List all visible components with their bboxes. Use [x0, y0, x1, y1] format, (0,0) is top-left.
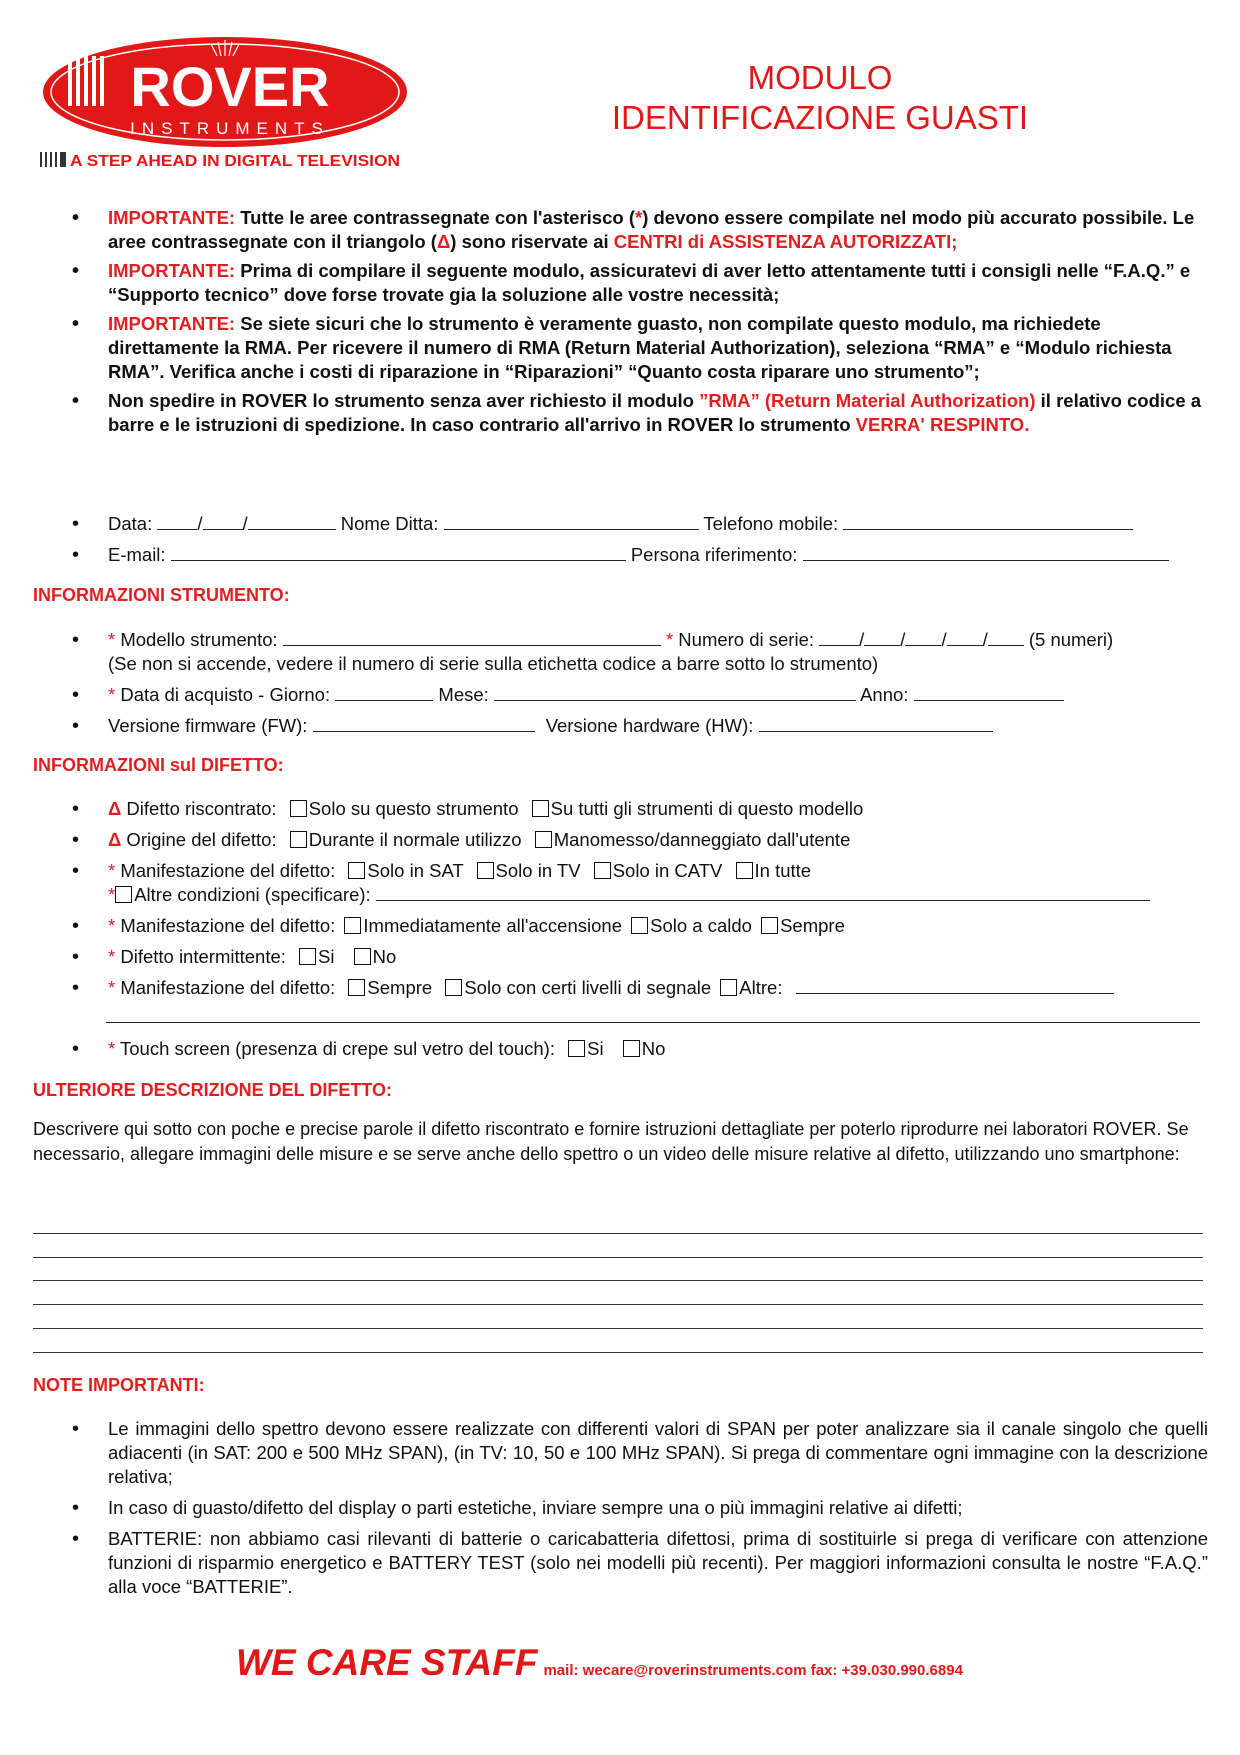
checkbox[interactable] — [445, 979, 462, 996]
note-item: • Le immagini dello spettro devono essere realizzate con differenti valori di SPAN per poter analizzare sia il canale singolo che quelli adiacenti (in SAT: 200 e 500 MHz SPAN), (in TV: 10, 50 e 100 MHz SPAN). Si prega di commentare ogni immagine con la descrizione relativa; — [72, 1417, 1208, 1489]
hardware-field[interactable] — [759, 714, 993, 732]
instrument-list — [72, 628, 1208, 738]
company-field[interactable] — [444, 512, 699, 530]
other-field[interactable] — [796, 976, 1114, 994]
serial-field-4[interactable] — [947, 628, 983, 646]
description-line[interactable] — [33, 1304, 1203, 1305]
serial-help: (Se non si accende, vedere il numero di serie sulla etichetta codice a barre sotto lo strumento) — [108, 653, 879, 674]
purchase-day-field[interactable] — [335, 683, 433, 701]
svg-text:INSTRUMENTS: INSTRUMENTS — [130, 119, 330, 138]
email-field[interactable] — [171, 543, 626, 561]
checkbox[interactable] — [535, 831, 552, 848]
checkbox[interactable] — [354, 948, 371, 965]
intermittent-row: • * Difetto intermittente: Si No — [72, 945, 1208, 969]
checkbox[interactable] — [348, 979, 365, 996]
checkbox[interactable] — [736, 862, 753, 879]
checkbox[interactable] — [761, 917, 778, 934]
description-line[interactable] — [33, 1328, 1203, 1329]
description-line[interactable] — [33, 1233, 1203, 1234]
checkbox[interactable] — [115, 886, 132, 903]
checkbox[interactable] — [532, 800, 549, 817]
model-row: • * Modello strumento: * Numero di serie: / / / / (5 numeri) — [72, 628, 1208, 652]
description-text: Descrivere qui sotto con poche e precise parole il difetto riscontrato e fornire istruzioni dettagliate per poterlo riprodurre nei laboratori ROVER. Se necessario, allegare immagini delle misure e se serve anche dello spettro o un video delle misure relative al difetto, utilizzando uno smartphone: — [33, 1119, 1189, 1164]
svg-text:ROVER: ROVER — [130, 55, 330, 118]
contact-list — [72, 512, 1208, 567]
found-row: • Δ Difetto riscontrato: Solo su questo strumento Su tutti gli strumenti di questo modello — [72, 797, 1208, 821]
phone-field[interactable] — [843, 512, 1133, 530]
date-year-field[interactable] — [248, 512, 336, 530]
checkbox[interactable] — [631, 917, 648, 934]
checkbox[interactable] — [299, 948, 316, 965]
notes-heading: NOTE IMPORTANTI: — [33, 1375, 205, 1395]
checkbox[interactable] — [568, 1040, 585, 1057]
intro-item: • IMPORTANTE: Tutte le aree contrassegnate con l'asterisco (*) devono essere compilate nel modo più accurato possibile. Le aree contrassegnate con il triangolo (Δ) sono riservate ai CENTRI di ASSISTENZA AUTORIZZATI; — [72, 206, 1208, 254]
manifestation-row-1: • * Manifestazione del difetto: Solo in SAT Solo in TV Solo in CATV In tutte — [72, 859, 1208, 883]
checkbox[interactable] — [720, 979, 737, 996]
rover-logo — [40, 34, 410, 169]
description-heading: ULTERIORE DESCRIZIONE DEL DIFETTO: — [33, 1080, 393, 1100]
purchase-month-field[interactable] — [494, 683, 856, 701]
intro-item: • Non spedire in ROVER lo strumento senza aver richiesto il modulo ”RMA” (Return Material Authorization) il relativo codice a barre e le istruzioni di spedizione. In caso contrario all'arrivo in ROVER lo strumento VERRA' RESPINTO. — [72, 389, 1208, 437]
checkbox[interactable] — [348, 862, 365, 879]
description-line[interactable] — [33, 1352, 1203, 1353]
contact-row-1: • Data: / / Nome Ditta: Telefono mobile: — [72, 512, 1208, 536]
footer-contact: mail: wecare@roverinstruments.com fax: +39.030.990.6894 — [543, 1662, 963, 1679]
purchase-year-field[interactable] — [914, 683, 1064, 701]
defect-heading: INFORMAZIONI sul DIFETTO: — [33, 755, 284, 775]
intro-item: • IMPORTANTE: Prima di compilare il seguente modulo, assicuratevi di aver letto attentamente tutti i consigli nelle “F.A.Q.” e “Supporto tecnico” dove forse trovate gia la soluzione alle vostre necessità; — [72, 259, 1208, 307]
person-field[interactable] — [803, 543, 1169, 561]
note-item: • In caso di guasto/difetto del display o parti estetiche, inviare sempre una o più immagini relative ai difetti; — [72, 1496, 1208, 1520]
date-month-field[interactable] — [203, 512, 243, 530]
serial-field-3[interactable] — [905, 628, 941, 646]
serial-field-1[interactable] — [819, 628, 859, 646]
touch-row: • * Touch screen (presenza di crepe sul vetro del touch): Si No — [72, 1037, 1208, 1061]
serial-field-2[interactable] — [864, 628, 900, 646]
note-item: • BATTERIE: non abbiamo casi rilevanti di batterie o caricabatteria difettosi, prima di sostituirle si prega di verificare con attenzione funzioni di risparmio energetico e BATTERY TEST (solo nei modelli più recenti). Per maggiori informazioni consulta le nostre “F.A.Q.” alla voce “BATTERIE”. — [72, 1527, 1208, 1599]
checkbox[interactable] — [290, 831, 307, 848]
footer — [236, 1642, 963, 1684]
serial-field-5[interactable] — [988, 628, 1024, 646]
contact-row-2: • E-mail: Persona riferimento: — [72, 543, 1208, 567]
version-row: • Versione firmware (FW): Versione hardware (HW): — [72, 714, 1208, 738]
other-conditions-field[interactable] — [376, 883, 1150, 901]
intro-list — [72, 206, 1208, 437]
defect-list — [72, 797, 1208, 1061]
model-field[interactable] — [283, 628, 661, 646]
intro-item: • IMPORTANTE: Se siete sicuri che lo strumento è veramente guasto, non compilate questo modulo, ma richiedete direttamente la RMA. Per ricevere il numero di RMA (Return Material Authorization), seleziona “RMA” e “Modulo richiesta RMA”. Verifica anche i costi di riparazione in “Riparazioni” “Quanto costa riparare uno strumento”; — [72, 312, 1208, 384]
purchase-row: • * Data di acquisto - Giorno: Mese: Anno: — [72, 683, 1208, 707]
page-title: MODULO IDENTIFICAZIONE GUASTI — [611, 59, 1029, 136]
origin-row: • Δ Origine del difetto: Durante il normale utilizzo Manomesso/danneggiato dall'utente — [72, 828, 1208, 852]
svg-text:A STEP AHEAD IN DIGITAL TELEVI: A STEP AHEAD IN DIGITAL TELEVISION — [70, 153, 400, 169]
footer-staff: WE CARE STAFF — [236, 1642, 538, 1683]
instrument-heading: INFORMAZIONI STRUMENTO: — [33, 585, 290, 605]
firmware-field[interactable] — [313, 714, 535, 732]
checkbox[interactable] — [344, 917, 361, 934]
notes-list — [72, 1417, 1208, 1599]
checkbox[interactable] — [477, 862, 494, 879]
other-field-line-2[interactable] — [106, 1000, 1200, 1023]
manifestation-row-3: • * Manifestazione del difetto: Sempre Solo con certi livelli di segnale Altre: — [72, 976, 1208, 1000]
manifestation-row-2: • * Manifestazione del difetto: Immediatamente all'accensione Solo a caldo Sempre — [72, 914, 1208, 938]
description-line[interactable] — [33, 1280, 1203, 1281]
other-conditions-row: * Altre condizioni (specificare): — [72, 883, 1208, 907]
checkbox[interactable] — [290, 800, 307, 817]
checkbox[interactable] — [594, 862, 611, 879]
description-line[interactable] — [33, 1257, 1203, 1258]
date-day-field[interactable] — [157, 512, 197, 530]
checkbox[interactable] — [623, 1040, 640, 1057]
